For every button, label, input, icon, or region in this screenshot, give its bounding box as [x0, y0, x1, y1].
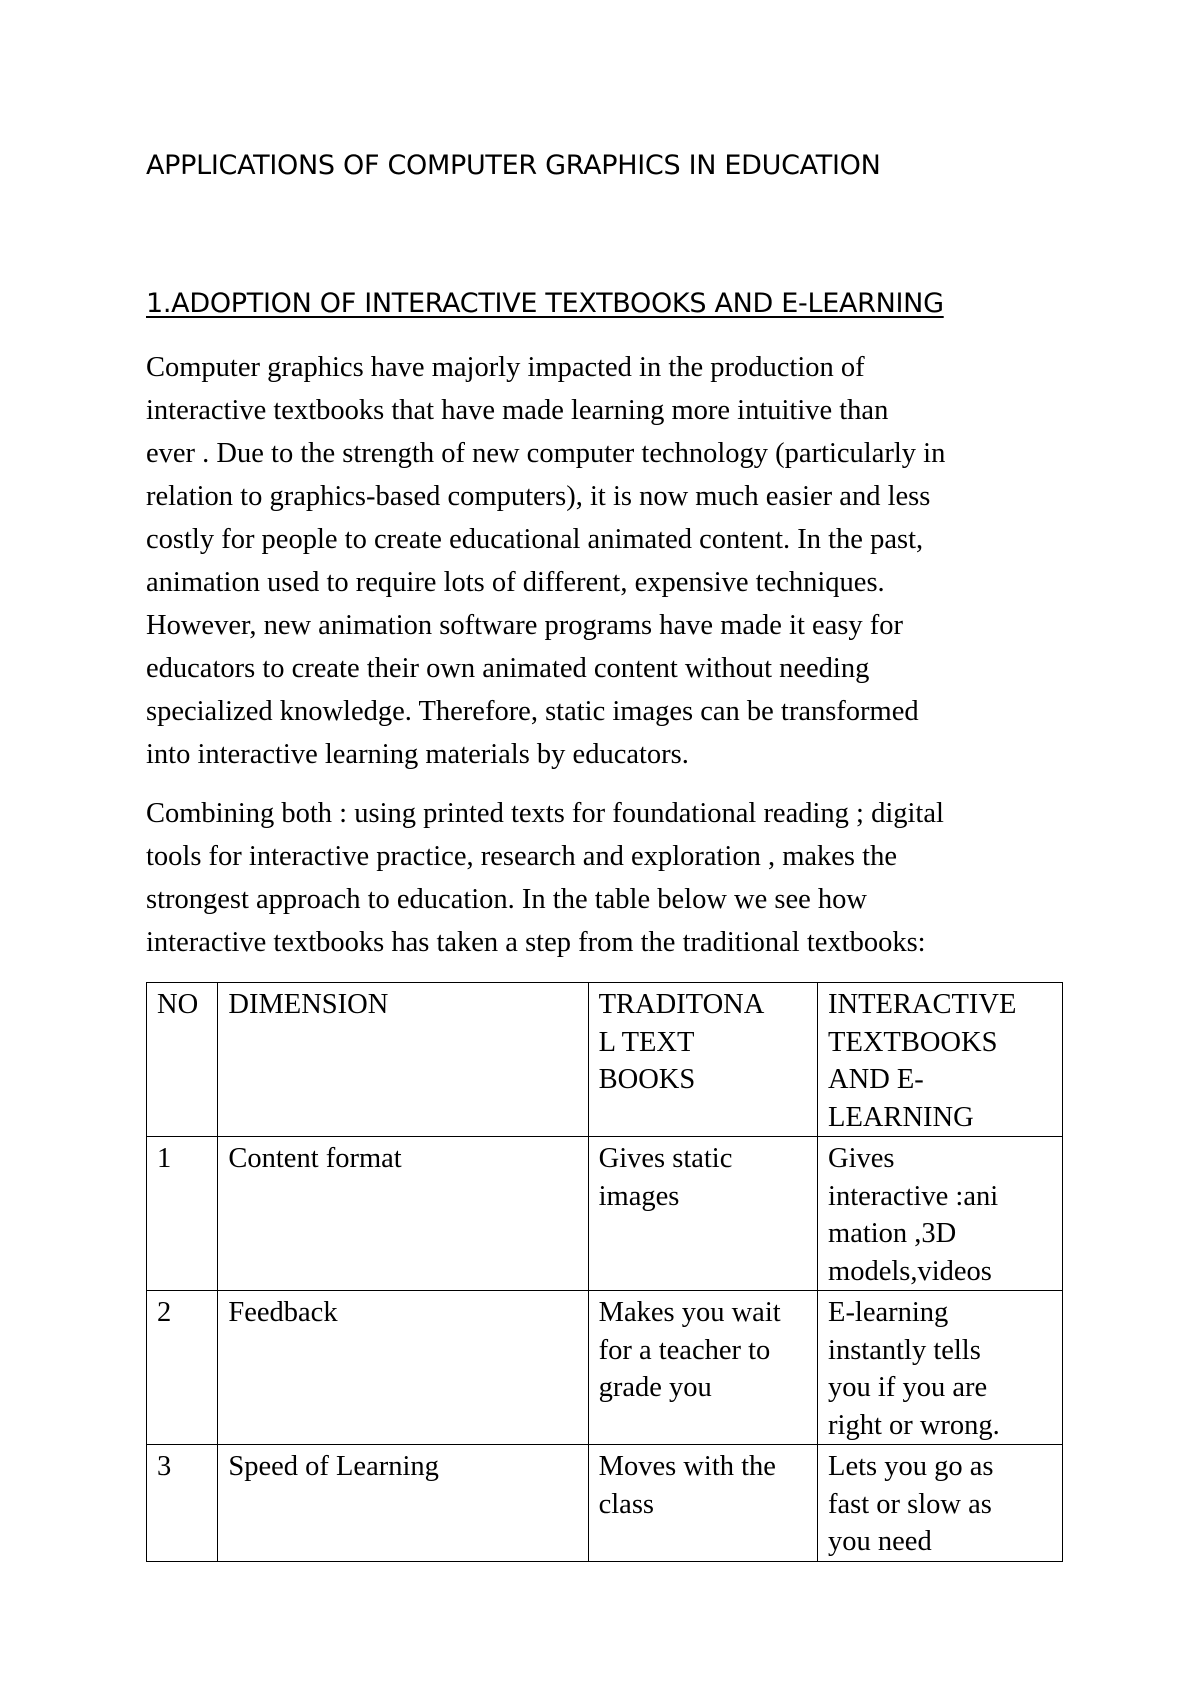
cell-dimension: Content format [218, 1137, 588, 1291]
paragraph-line: animation used to require lots of different, expensive techniques. [146, 567, 885, 598]
cell-traditional: Moves with the class [588, 1445, 817, 1562]
table-header-row [147, 983, 1063, 1137]
paragraph-line: interactive textbooks has taken a step from the traditional textbooks: [146, 927, 926, 958]
cell-traditional: Makes you wait for a teacher to grade you [588, 1291, 817, 1445]
paragraph-line: strongest approach to education. In the table below we see how [146, 884, 867, 915]
cell-interactive: E-learning instantly tells you if you are right or wrong. [818, 1291, 1063, 1445]
cell-no: 1 [147, 1137, 218, 1291]
paragraph-line: into interactive learning materials by educators. [146, 739, 689, 770]
section-heading: 1.ADOPTION OF INTERACTIVE TEXTBOOKS AND E-LEARNING [146, 288, 944, 319]
cell-no: 2 [147, 1291, 218, 1445]
paragraph-line: ever . Due to the strength of new computer technology (particularly in [146, 438, 946, 469]
paragraph-line: tools for interactive practice, research and exploration , makes the [146, 841, 897, 872]
paragraph-line: relation to graphics-based computers), it is now much easier and less [146, 481, 931, 512]
paragraph-combining [146, 792, 1076, 964]
comparison-table [146, 982, 1063, 1562]
header-traditional: TRADITONA L TEXT BOOKS [588, 983, 817, 1137]
paragraph-line: interactive textbooks that have made learning more intuitive than [146, 395, 889, 426]
cell-interactive: Gives interactive :ani mation ,3D models,videos [818, 1137, 1063, 1291]
header-interactive: INTERACTIVE TEXTBOOKS AND E- LEARNING [818, 983, 1063, 1137]
table-row [147, 1445, 1063, 1562]
table-row [147, 1137, 1063, 1291]
paragraph-line: costly for people to create educational animated content. In the past, [146, 524, 924, 555]
paragraph-line: Combining both : using printed texts for foundational reading ; digital [146, 798, 944, 829]
paragraph-line: educators to create their own animated content without needing [146, 653, 870, 684]
document-title: APPLICATIONS OF COMPUTER GRAPHICS IN EDUCATION [146, 150, 881, 181]
paragraph-line: Computer graphics have majorly impacted in the production of [146, 352, 865, 383]
paragraph-intro [146, 346, 1076, 776]
cell-traditional: Gives static images [588, 1137, 817, 1291]
table-row [147, 1291, 1063, 1445]
cell-dimension: Feedback [218, 1291, 588, 1445]
cell-dimension: Speed of Learning [218, 1445, 588, 1562]
header-no: NO [147, 983, 218, 1137]
paragraph-line: specialized knowledge. Therefore, static images can be transformed [146, 696, 919, 727]
cell-no: 3 [147, 1445, 218, 1562]
paragraph-line: However, new animation software programs have made it easy for [146, 610, 904, 641]
cell-interactive: Lets you go as fast or slow as you need [818, 1445, 1063, 1562]
header-dimension: DIMENSION [218, 983, 588, 1137]
